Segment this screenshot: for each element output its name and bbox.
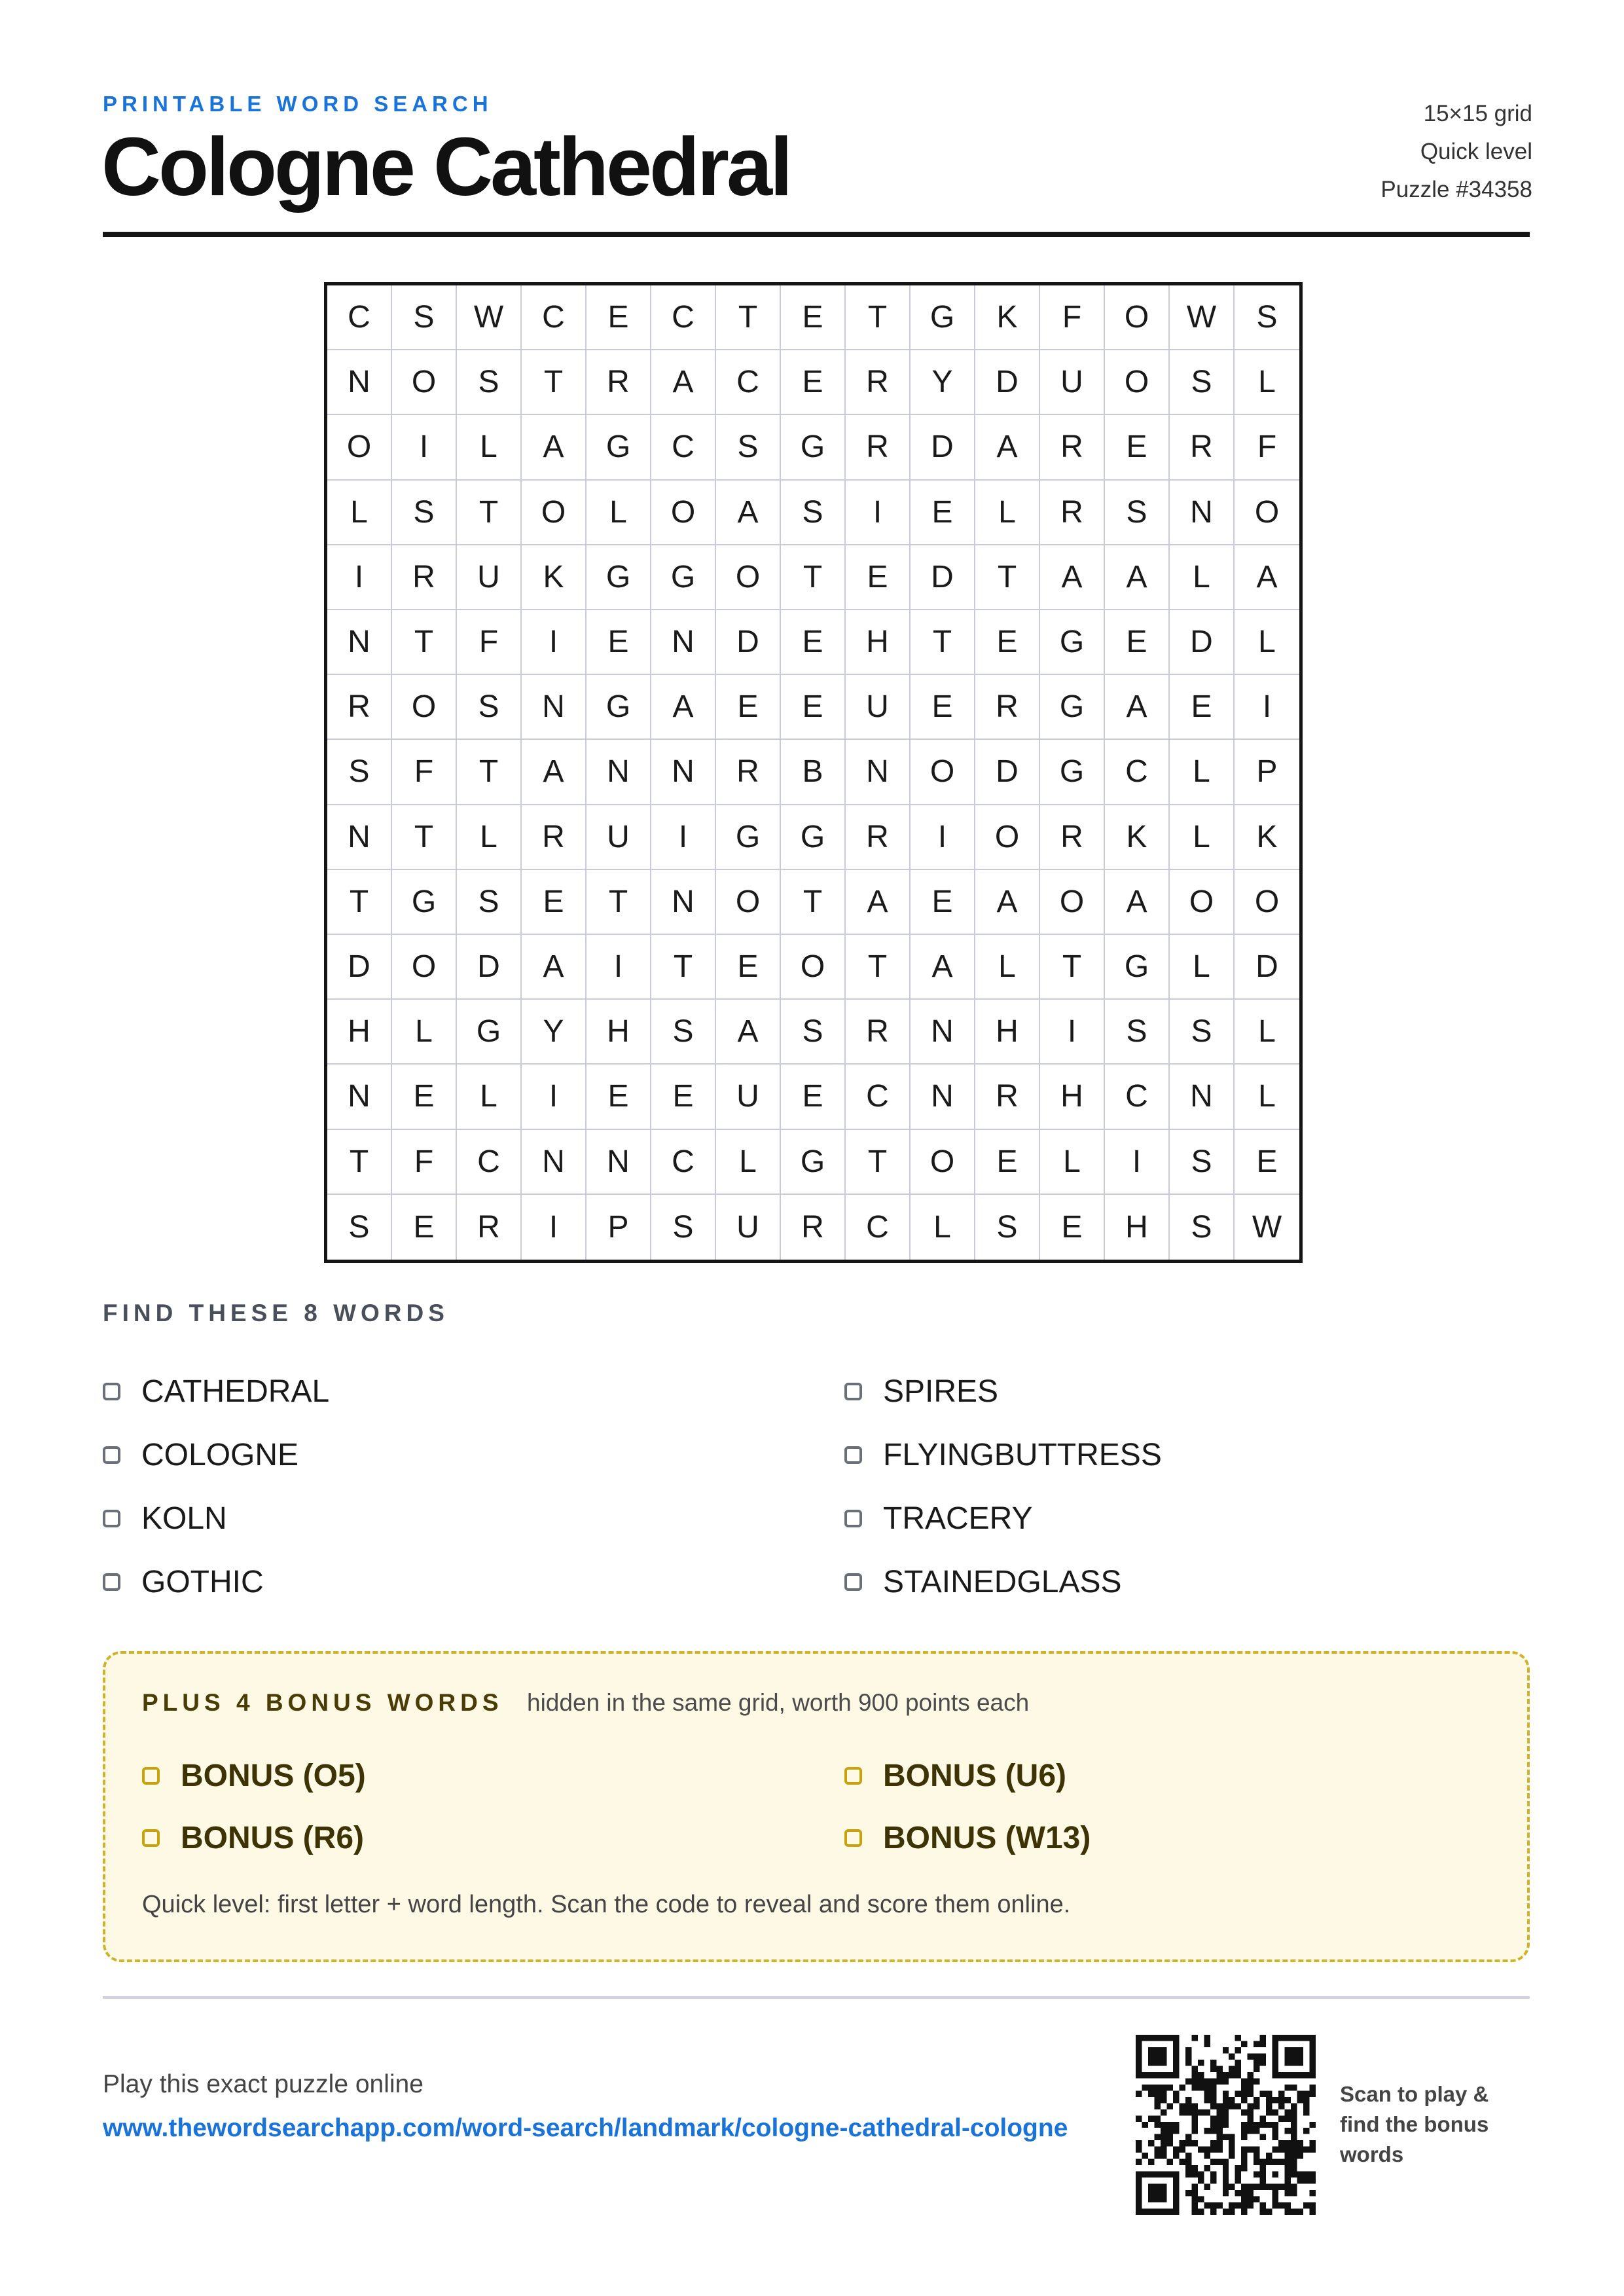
grid-cell[interactable]: O (522, 481, 586, 545)
grid-cell[interactable]: E (846, 545, 911, 610)
header-divider (103, 232, 1530, 237)
grid-cell[interactable]: O (392, 675, 457, 740)
grid-cell[interactable]: N (522, 1130, 586, 1195)
checkbox[interactable] (103, 1510, 120, 1527)
page-title: Cologne Cathedral (101, 120, 791, 213)
grid-cell[interactable]: C (457, 1130, 522, 1195)
grid-cell[interactable]: N (327, 805, 392, 870)
grid-cell[interactable]: N (846, 740, 911, 805)
grid-cell[interactable]: C (846, 1195, 911, 1260)
grid-cell[interactable]: L (1170, 545, 1235, 610)
grid-cell[interactable]: E (392, 1195, 457, 1260)
grid-cell[interactable]: T (781, 545, 846, 610)
grid-cell[interactable]: R (975, 675, 1040, 740)
word-item[interactable]: COLOGNE (103, 1437, 298, 1473)
grid-cell[interactable]: R (1040, 415, 1105, 480)
grid-cell[interactable]: O (1040, 870, 1105, 935)
grid-cell[interactable]: U (457, 545, 522, 610)
grid-cell[interactable]: L (457, 805, 522, 870)
grid-cell[interactable]: S (327, 740, 392, 805)
grid-cell[interactable]: T (651, 935, 716, 1000)
grid-cell[interactable]: O (716, 870, 781, 935)
grid-cell[interactable]: S (1105, 1000, 1170, 1065)
grid-cell[interactable]: L (975, 935, 1040, 1000)
grid-cell[interactable]: S (392, 285, 457, 350)
grid-cell[interactable]: T (846, 1130, 911, 1195)
grid-cell[interactable]: R (392, 545, 457, 610)
grid-cell[interactable]: S (457, 870, 522, 935)
grid-cell[interactable]: U (1040, 350, 1105, 415)
grid-cell[interactable]: S (1170, 1000, 1235, 1065)
grid-cell[interactable]: G (911, 285, 975, 350)
scan-hint: Scan to play & find the bonus words (1340, 2082, 1489, 2166)
grid-cell[interactable]: F (392, 1130, 457, 1195)
grid-cell[interactable]: L (1040, 1130, 1105, 1195)
checkbox[interactable] (103, 1383, 120, 1400)
grid-cell[interactable]: A (1235, 545, 1299, 610)
grid-cell[interactable]: I (392, 415, 457, 480)
grid-cell[interactable]: B (781, 740, 846, 805)
grid-cell[interactable]: O (911, 740, 975, 805)
grid-cell[interactable]: A (846, 870, 911, 935)
grid-cell[interactable]: T (846, 935, 911, 1000)
grid-cell[interactable]: Y (522, 1000, 586, 1065)
grid-cell[interactable]: I (911, 805, 975, 870)
grid-cell[interactable]: G (1040, 740, 1105, 805)
grid-cell[interactable]: R (457, 1195, 522, 1260)
grid-cell[interactable]: T (392, 610, 457, 675)
grid-cell[interactable]: A (975, 415, 1040, 480)
grid-cell[interactable]: G (1040, 675, 1105, 740)
checkbox[interactable] (142, 1829, 160, 1847)
grid-cell[interactable]: O (781, 935, 846, 1000)
grid-cell[interactable]: S (781, 481, 846, 545)
grid-cell[interactable]: K (1105, 805, 1170, 870)
grid-cell[interactable]: K (522, 545, 586, 610)
grid-cell[interactable]: S (1170, 350, 1235, 415)
letter-grid (324, 282, 1303, 1263)
grid-cell[interactable]: G (586, 545, 651, 610)
grid-cell[interactable]: E (1105, 610, 1170, 675)
grid-cell[interactable]: F (392, 740, 457, 805)
grid-cell[interactable]: R (975, 1065, 1040, 1129)
word-item[interactable]: TRACERY (844, 1501, 1033, 1537)
grid-cell[interactable]: N (911, 1065, 975, 1129)
grid-cell[interactable]: W (1252, 1209, 1282, 1245)
grid-cell[interactable]: T (457, 481, 522, 545)
grid-cell[interactable]: T (975, 545, 1040, 610)
bonus-item[interactable]: BONUS (W13) (844, 1820, 1091, 1856)
grid-cell[interactable]: A (1105, 870, 1170, 935)
grid-cell[interactable]: S (457, 350, 522, 415)
grid-cell[interactable]: E (1235, 1130, 1299, 1195)
grid-cell[interactable]: N (1170, 481, 1235, 545)
grid-cell[interactable]: I (1040, 1000, 1105, 1065)
grid-cell[interactable]: O (392, 350, 457, 415)
grid-cell[interactable]: S (651, 1195, 716, 1260)
grid-cell[interactable]: N (327, 610, 392, 675)
grid-cell[interactable]: O (911, 1130, 975, 1195)
grid-cell[interactable]: I (522, 1195, 586, 1260)
bonus-item[interactable]: BONUS (U6) (844, 1758, 1066, 1794)
grid-cell[interactable]: R (846, 1000, 911, 1065)
grid-cell[interactable]: A (522, 935, 586, 1000)
grid-cell[interactable]: D (975, 740, 1040, 805)
grid-cell[interactable]: H (975, 1000, 1040, 1065)
grid-cell[interactable]: G (1040, 610, 1105, 675)
puzzle-url-link[interactable]: www.thewordsearchapp.com/word-search/landmark/cologne-cathedral-cologne (103, 2114, 1068, 2142)
grid-cell[interactable]: S (1105, 481, 1170, 545)
grid-cell[interactable]: U (846, 675, 911, 740)
grid-cell[interactable]: G (457, 1000, 522, 1065)
grid-cell[interactable]: E (1105, 415, 1170, 480)
grid-cell[interactable]: E (586, 610, 651, 675)
grid-cell[interactable]: S (975, 1195, 1040, 1260)
grid-cell[interactable]: L (1170, 935, 1235, 1000)
grid-cell[interactable]: I (651, 805, 716, 870)
grid-cell[interactable]: G (392, 870, 457, 935)
grid-cell[interactable]: T (522, 350, 586, 415)
grid-cell[interactable]: A (1040, 545, 1105, 610)
word-item[interactable]: STAINEDGLASS (844, 1564, 1122, 1600)
word-list-heading: FIND THESE 8 WORDS (103, 1300, 449, 1326)
grid-cell[interactable]: R (586, 350, 651, 415)
grid-cell[interactable]: D (1170, 610, 1235, 675)
grid-cell[interactable]: E (911, 481, 975, 545)
grid-cell[interactable]: I (1105, 1130, 1170, 1195)
grid-cell[interactable]: S (457, 675, 522, 740)
grid-cell[interactable]: E (716, 675, 781, 740)
grid-cell[interactable]: N (651, 740, 716, 805)
grid-cell[interactable]: R (846, 415, 911, 480)
grid-cell[interactable]: N (522, 675, 586, 740)
grid-cell[interactable]: L (457, 415, 522, 480)
grid-cell[interactable]: N (327, 1065, 392, 1129)
checkbox[interactable] (844, 1446, 862, 1464)
grid-cell[interactable]: D (911, 545, 975, 610)
grid-cell[interactable]: E (781, 285, 846, 350)
grid-cell[interactable]: T (1040, 935, 1105, 1000)
grid-cell[interactable]: A (522, 415, 586, 480)
grid-cell[interactable]: A (1105, 545, 1170, 610)
grid-cell[interactable]: R (1170, 415, 1235, 480)
word-item[interactable]: FLYINGBUTTRESS (844, 1437, 1162, 1473)
grid-cell[interactable]: C (1105, 740, 1170, 805)
puzzle-number-label: Puzzle #34358 (1380, 177, 1532, 202)
grid-cell[interactable]: D (716, 610, 781, 675)
grid-cell[interactable]: G (586, 415, 651, 480)
grid-cell[interactable]: T (392, 805, 457, 870)
grid-cell[interactable]: L (1235, 1065, 1299, 1129)
play-online-label: Play this exact puzzle online (103, 2070, 424, 2098)
grid-cell[interactable]: E (781, 1065, 846, 1129)
grid-cell[interactable]: O (975, 805, 1040, 870)
grid-cell[interactable]: O (651, 481, 716, 545)
grid-cell[interactable]: R (781, 1195, 846, 1260)
grid-cell[interactable]: E (586, 1065, 651, 1129)
grid-cell[interactable]: E (392, 1065, 457, 1129)
grid-cell[interactable]: R (846, 805, 911, 870)
grid-cell[interactable]: E (716, 935, 781, 1000)
grid-cell[interactable]: D (1235, 935, 1299, 1000)
checkbox[interactable] (844, 1767, 862, 1785)
grid-cell[interactable]: T (586, 870, 651, 935)
grid-cell[interactable]: I (1235, 675, 1299, 740)
grid-cell[interactable]: L (911, 1195, 975, 1260)
grid-cell[interactable]: W (457, 285, 522, 350)
grid-cell[interactable]: L (586, 481, 651, 545)
grid-cell[interactable]: L (1235, 1000, 1299, 1065)
grid-cell[interactable]: E (781, 610, 846, 675)
checkbox[interactable] (844, 1383, 862, 1400)
grid-cell[interactable]: Y (911, 350, 975, 415)
grid-cell[interactable]: R (716, 740, 781, 805)
grid-cell[interactable]: D (327, 935, 392, 1000)
grid-cell[interactable]: L (327, 481, 392, 545)
grid-cell[interactable]: O (716, 545, 781, 610)
grid-cell[interactable]: E (781, 675, 846, 740)
grid-cell[interactable]: N (1170, 1065, 1235, 1129)
grid-cell[interactable]: C (651, 415, 716, 480)
grid-cell[interactable]: T (911, 610, 975, 675)
grid-cell[interactable]: E (651, 1065, 716, 1129)
grid-cell[interactable]: S (392, 481, 457, 545)
grid-cell[interactable]: R (846, 350, 911, 415)
grid-cell[interactable]: C (1105, 1065, 1170, 1129)
grid-cell[interactable]: I (586, 935, 651, 1000)
footer-divider (103, 1996, 1530, 1999)
grid-cell[interactable]: I (846, 481, 911, 545)
grid-cell[interactable]: N (327, 350, 392, 415)
grid-cell[interactable]: F (457, 610, 522, 675)
word-item[interactable]: CATHEDRAL (103, 1374, 329, 1410)
grid-cell[interactable]: E (975, 610, 1040, 675)
grid-cell[interactable]: D (911, 415, 975, 480)
grid-cell[interactable]: L (975, 481, 1040, 545)
grid-cell[interactable]: L (1170, 740, 1235, 805)
grid-cell[interactable]: D (975, 350, 1040, 415)
grid-cell[interactable]: C (327, 285, 392, 350)
grid-cell[interactable]: C (651, 1130, 716, 1195)
grid-cell[interactable]: S (1170, 1130, 1235, 1195)
grid-cell[interactable]: N (651, 610, 716, 675)
bonus-item[interactable]: BONUS (R6) (142, 1820, 364, 1856)
grid-cell[interactable]: G (586, 675, 651, 740)
grid-cell[interactable]: K (1235, 805, 1299, 870)
grid-cell[interactable]: T (846, 285, 911, 350)
grid-cell[interactable]: S (1235, 285, 1299, 350)
checkbox[interactable] (103, 1573, 120, 1591)
grid-cell[interactable]: A (975, 870, 1040, 935)
grid-cell[interactable]: O (1105, 350, 1170, 415)
word-item[interactable]: SPIRES (844, 1374, 998, 1410)
grid-cell[interactable]: E (522, 870, 586, 935)
checkbox[interactable] (844, 1573, 862, 1591)
checkbox[interactable] (103, 1446, 120, 1464)
grid-cell[interactable]: A (522, 740, 586, 805)
grid-cell[interactable]: L (457, 1065, 522, 1129)
grid-cell[interactable]: O (392, 935, 457, 1000)
qr-code-icon[interactable] (1136, 2035, 1316, 2215)
grid-cell[interactable]: C (846, 1065, 911, 1129)
grid-cell[interactable]: A (911, 935, 975, 1000)
grid-cell[interactable]: T (327, 1130, 392, 1195)
grid-size-label: 15×15 grid (1423, 101, 1532, 126)
grid-cell[interactable]: R (327, 675, 392, 740)
grid-cell[interactable]: L (716, 1130, 781, 1195)
grid-cell[interactable]: P (586, 1195, 651, 1260)
grid-cell[interactable]: G (651, 545, 716, 610)
grid-cell[interactable]: G (781, 805, 846, 870)
grid-cell[interactable]: A (716, 481, 781, 545)
grid-cell[interactable]: N (586, 1130, 651, 1195)
grid-cell[interactable]: H (327, 1000, 392, 1065)
grid-cell[interactable]: A (651, 675, 716, 740)
bonus-note: Quick level: first letter + word length. Scan the code to reveal and score them online. (142, 1891, 1071, 1918)
grid-cell[interactable]: S (651, 1000, 716, 1065)
grid-cell[interactable]: F (1235, 415, 1299, 480)
grid-cell[interactable]: N (911, 1000, 975, 1065)
grid-cell[interactable]: O (1105, 285, 1170, 350)
grid-cell[interactable]: S (1170, 1195, 1235, 1260)
grid-cell[interactable]: R (1040, 805, 1105, 870)
grid-cell[interactable]: U (716, 1195, 781, 1260)
grid-cell[interactable]: E (911, 870, 975, 935)
checkbox[interactable] (142, 1767, 160, 1785)
grid-cell[interactable]: C (651, 285, 716, 350)
bonus-subheading: hidden in the same grid, worth 900 points each (527, 1689, 1030, 1716)
grid-cell[interactable]: I (522, 610, 586, 675)
grid-cell[interactable]: S (716, 415, 781, 480)
grid-cell[interactable]: E (975, 1130, 1040, 1195)
grid-cell[interactable]: W (1170, 285, 1235, 350)
checkbox[interactable] (844, 1510, 862, 1527)
grid-cell[interactable]: E (586, 285, 651, 350)
grid-cell[interactable]: R (1040, 481, 1105, 545)
grid-cell[interactable]: F (1040, 285, 1105, 350)
grid-cell[interactable]: I (327, 545, 392, 610)
level-label: Quick level (1420, 139, 1532, 164)
grid-cell[interactable]: K (975, 285, 1040, 350)
grid-cell[interactable]: G (716, 805, 781, 870)
grid-cell[interactable]: H (1105, 1195, 1170, 1260)
grid-cell[interactable]: H (586, 1000, 651, 1065)
grid-cell[interactable]: A (1105, 675, 1170, 740)
grid-cell[interactable]: O (1170, 870, 1235, 935)
grid-cell[interactable]: R (522, 805, 586, 870)
grid-cell[interactable]: L (1235, 610, 1299, 675)
grid-cell[interactable]: L (1235, 350, 1299, 415)
grid-cell[interactable]: G (781, 1130, 846, 1195)
grid-cell[interactable]: H (1040, 1065, 1105, 1129)
grid-cell[interactable]: E (781, 350, 846, 415)
grid-cell[interactable]: T (716, 285, 781, 350)
grid-cell[interactable]: P (1235, 740, 1299, 805)
grid-cell[interactable]: S (327, 1195, 392, 1260)
page-kicker: PRINTABLE WORD SEARCH (103, 92, 493, 116)
grid-cell[interactable]: C (716, 350, 781, 415)
grid-cell[interactable]: D (457, 935, 522, 1000)
word-item[interactable]: KOLN (103, 1501, 227, 1537)
grid-cell[interactable]: A (716, 1000, 781, 1065)
grid-cell[interactable]: T (327, 870, 392, 935)
grid-cell[interactable]: O (1235, 870, 1299, 935)
grid-cell[interactable]: U (586, 805, 651, 870)
bonus-heading: PLUS 4 BONUS WORDS (142, 1689, 503, 1716)
grid-cell[interactable]: L (392, 1000, 457, 1065)
grid-cell[interactable]: T (457, 740, 522, 805)
grid-cell[interactable]: I (522, 1065, 586, 1129)
grid-cell[interactable]: E (1170, 675, 1235, 740)
grid-cell[interactable]: A (651, 350, 716, 415)
grid-cell[interactable]: H (846, 610, 911, 675)
grid-cell[interactable]: O (1235, 481, 1299, 545)
grid-cell[interactable]: N (651, 870, 716, 935)
grid-cell[interactable]: N (586, 740, 651, 805)
grid-cell[interactable]: O (327, 415, 392, 480)
grid-cell[interactable]: U (716, 1065, 781, 1129)
puzzle-meta (1380, 95, 1532, 209)
checkbox[interactable] (844, 1829, 862, 1847)
grid-cell[interactable]: S (781, 1000, 846, 1065)
grid-cell[interactable]: G (1105, 935, 1170, 1000)
grid-cell[interactable]: G (781, 415, 846, 480)
grid-cell[interactable]: C (522, 285, 586, 350)
grid-cell[interactable]: T (781, 870, 846, 935)
bonus-item[interactable]: BONUS (O5) (142, 1758, 366, 1794)
word-item[interactable]: GOTHIC (103, 1564, 264, 1600)
grid-cell[interactable]: E (1040, 1195, 1105, 1260)
grid-cell[interactable]: E (911, 675, 975, 740)
grid-cell[interactable]: L (1170, 805, 1235, 870)
